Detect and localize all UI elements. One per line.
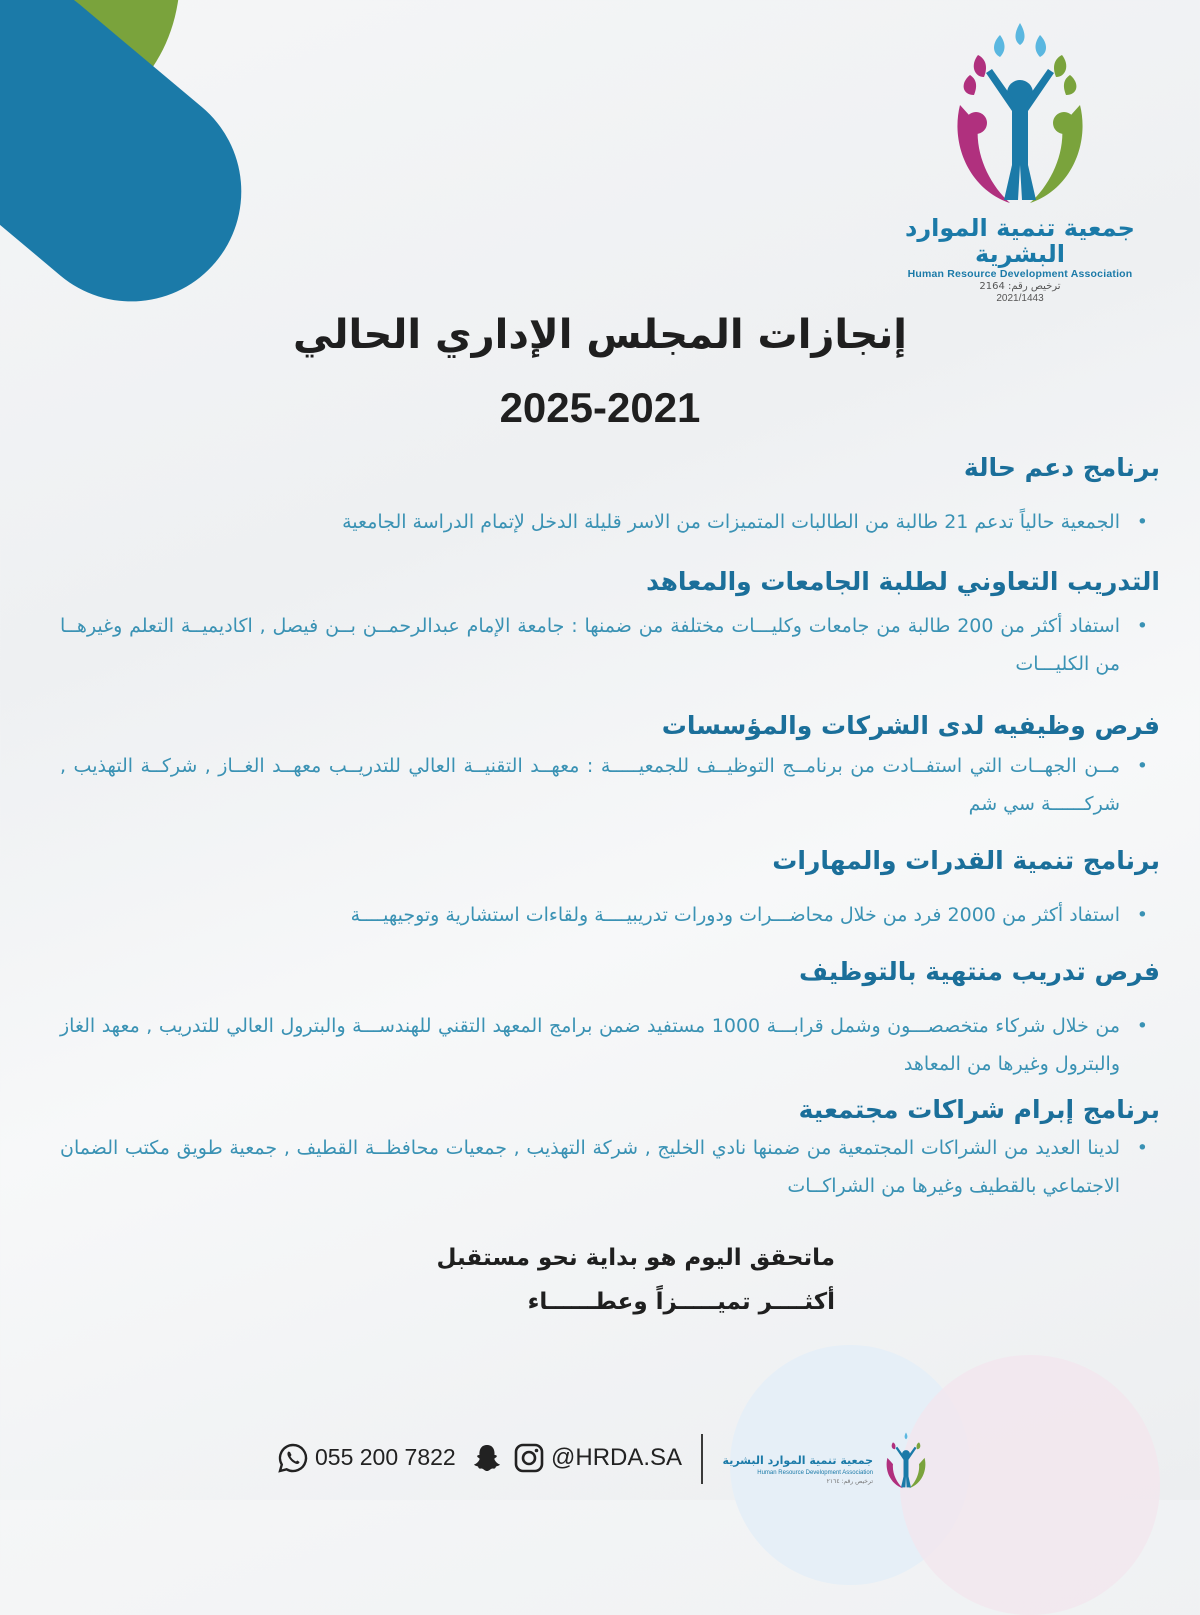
logo-year: 2021/1443: [996, 293, 1044, 305]
section-title: التدريب التعاوني لطلبة الجامعات والمعاهد: [646, 567, 1160, 596]
footer-divider: [701, 1434, 703, 1484]
section-body: [60, 1129, 1160, 1205]
phone-number[interactable]: 055 200 7822: [315, 1444, 456, 1470]
whatsapp-icon[interactable]: [277, 1442, 309, 1474]
bullet-icon: •: [1136, 510, 1148, 533]
section-case-support: [60, 452, 1160, 541]
footer-logo-license: ترخيص رقم: ٢١٦٤: [826, 1478, 873, 1485]
closing-statement: [360, 1236, 835, 1324]
section-text: لدينا العديد من الشراكات المجتمعية من ضمنها نادي الخليج , شركة التهذيب , جمعيات محافظــة القطيف , جمعية طويق مكتب الضمان الاجتماعي بالقطيف وغيرها من الشراكــات: [60, 1136, 1120, 1197]
logo-name-english: Human Resource Development Association: [907, 267, 1133, 280]
section-text: استفاد أكثر من 2000 فرد من خلال محاضـــرات ودورات تدريبيــــة ولقاءات استشارية وتوجيهيــــة: [350, 903, 1120, 926]
bullet-icon: •: [1136, 903, 1148, 926]
logo-name-arabic: جمعية تنمية الموارد البشرية: [905, 214, 1135, 269]
section-body: [60, 747, 1160, 823]
section-coop-training: [60, 566, 1160, 683]
footer-logo: [722, 1428, 935, 1494]
closing-line-2: أكثــــر تميـــــزاً وعطــــــاء: [527, 1289, 835, 1315]
section-text: مــن الجهــات التي استفــادت من برنامــج التوظيــف للجمعيـــــة : معهــد التقنيــة العالي للتدريــب معهــد الغــاز , شركــة التهذيب , شركــــــة سي شم: [60, 754, 1120, 815]
section-body: [60, 1007, 1160, 1083]
section-body: [60, 607, 1160, 683]
footer: [275, 1428, 935, 1494]
bullet-icon: •: [1136, 614, 1148, 637]
section-text: استفاد أكثر من 200 طالبة من جامعات وكليـــات مختلفة من ضمنها : جامعة الإمام عبدالرحمــن بــن فيصل , اكاديميــة التعلم وغيرهــا من الكليـــات: [60, 614, 1120, 675]
snapchat-icon[interactable]: [471, 1442, 503, 1474]
bullet-icon: •: [1136, 1014, 1148, 1037]
decor-circle: [900, 1355, 1160, 1615]
page-title: إنجازات المجلس الإداري الحالي: [292, 312, 908, 358]
section-training-employment: [60, 956, 1160, 1083]
bullet-icon: •: [1136, 1136, 1148, 1159]
section-body: [60, 503, 1160, 541]
section-title: فرص وظيفيه لدى الشركات والمؤسسات: [661, 711, 1160, 740]
section-job-opportunities: [60, 710, 1160, 823]
section-title: برنامج إبرام شراكات مجتمعية: [798, 1095, 1160, 1124]
logo-license: ترخيص رقم: 2164: [979, 281, 1061, 293]
section-title: برنامج دعم حالة: [963, 453, 1160, 482]
closing-line-1: ماتحقق اليوم هو بداية نحو مستقبل: [436, 1245, 835, 1271]
section-text: الجمعية حالياً تدعم 21 طالبة من الطالبات المتميزات من الاسر قليلة الدخل لإتمام الدراسة الجامعية: [342, 510, 1120, 533]
association-logo: [880, 15, 1160, 305]
section-partnerships: [60, 1094, 1160, 1205]
section-capacity-building: [60, 845, 1160, 934]
bullet-icon: •: [1136, 754, 1148, 777]
section-text: من خلال شركاء متخصصـــون وشمل قرابـــة 1000 مستفيد ضمن برامج المعهد التقني للهندســـة والبترول العالي للتدريب , معهد الغاز والبترول وغيرها من المعاهد: [60, 1014, 1120, 1075]
section-title: برنامج تنمية القدرات والمهارات: [772, 846, 1160, 875]
logo-emblem: [930, 15, 1110, 215]
social-handle[interactable]: @HRDA.SA: [551, 1444, 683, 1471]
instagram-icon[interactable]: [513, 1442, 545, 1474]
footer-logo-english: Human Resource Development Association: [757, 1470, 873, 1476]
footer-logo-arabic: جمعية تنمية الموارد البشرية: [722, 1454, 873, 1467]
section-title: فرص تدريب منتهية بالتوظيف: [798, 957, 1160, 986]
page-years: 2025-2021: [499, 384, 701, 431]
section-body: [60, 896, 1160, 934]
footer-logo-emblem: [877, 1430, 935, 1492]
